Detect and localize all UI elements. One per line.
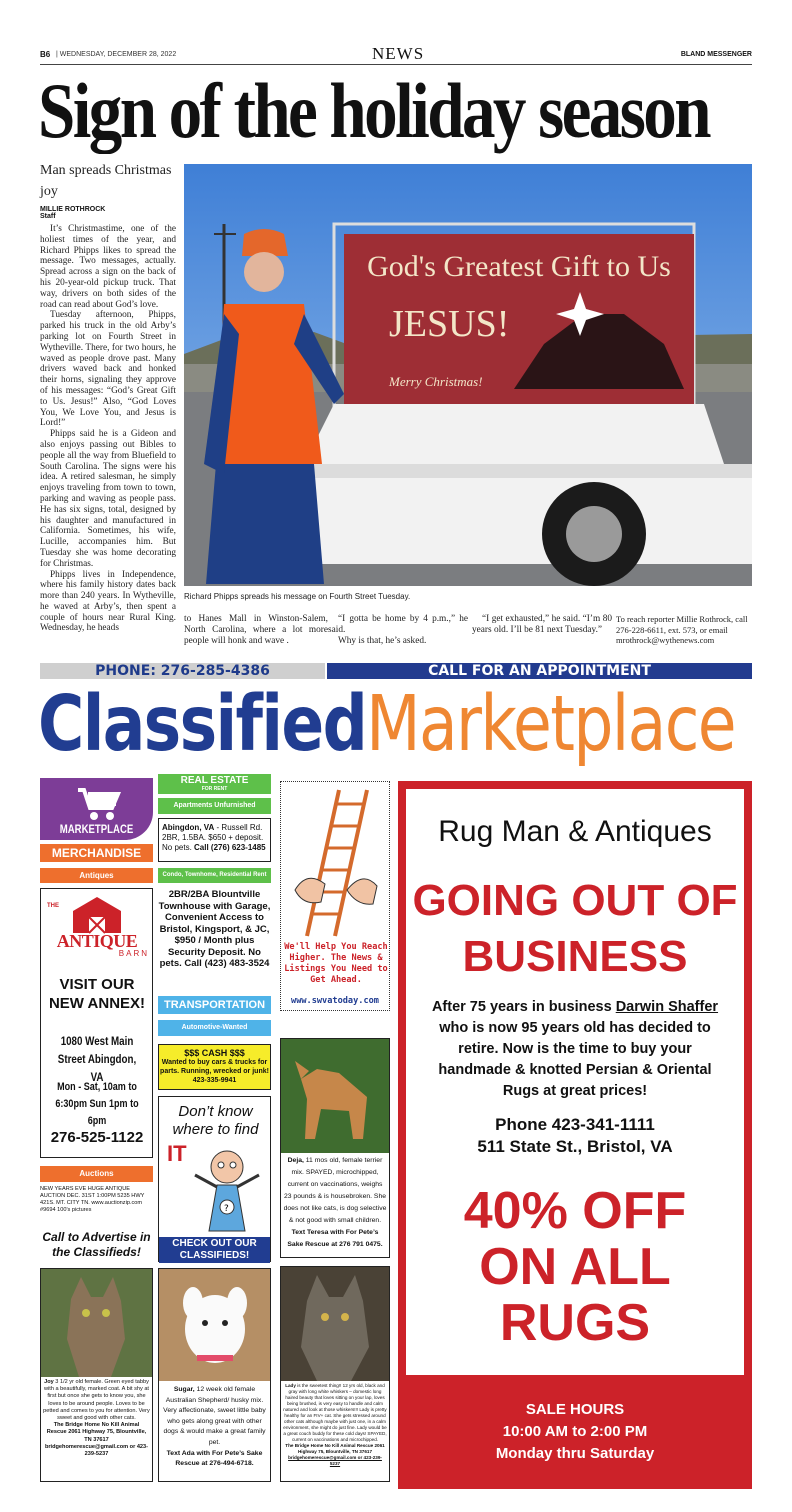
paper-name: BLAND MESSENGER	[680, 51, 752, 58]
cash-for-cars-ad	[158, 1044, 271, 1090]
pet-contact: Text Teresa with For Pete’s Sake Rescue at 276 791 0475.	[287, 1229, 383, 1248]
merchandise-header: MERCHANDISE	[40, 844, 153, 862]
appointment-bar: CALL FOR AN APPOINTMENT	[327, 663, 752, 679]
real-estate-label: REAL ESTATE	[180, 775, 249, 786]
byline-role: Staff	[40, 213, 56, 220]
apartments-header: Apartments Unfurnished	[158, 798, 271, 814]
barn-hours: Mon - Sat, 10am to 6:30pm Sun 1pm to 6pm	[55, 1081, 139, 1127]
article-column-1	[40, 224, 176, 634]
pet-contact: Text Ada with For Pete’s Sake Rescue at 276-494-6718.	[166, 1449, 263, 1468]
classified-marketplace-title	[38, 680, 736, 769]
rug-man-ad	[398, 781, 752, 1489]
barn-sub: BARN	[118, 949, 149, 958]
dog-photo	[281, 1039, 389, 1153]
subhead: Man spreads Christmas joy	[40, 163, 172, 199]
cart-icon	[40, 778, 153, 826]
barn-icon	[69, 895, 125, 935]
auction-text: NEW YEARS EVE HUGE ANTIQUE AUCTION DEC. 31ST 1:00PM 5235 HWY 421S. MT. CITY TN. www.auctionzip.com #9694 100's pictures	[40, 1186, 145, 1213]
lady-pet-ad	[280, 1266, 390, 1482]
abingdon-listing	[158, 818, 271, 862]
rug-body-intro: After 75 years in business	[431, 999, 612, 1015]
article-photo	[184, 164, 752, 586]
barn-phone: 276-525-1122	[50, 1129, 144, 1146]
real-estate-header	[158, 774, 271, 794]
blountville-listing: 2BR/2BA Blountville Townhouse with Garage, Convenient Access to Bristol, Kingsport, & JC, $950 / Month plus Security Deposit. No pets. Call (423) 483-3524	[158, 889, 271, 969]
pet-description: 3 1/2 yr old female. Green eyed tabby with a beautifully, marked coat. A bit shy at first but once she gets to know you, she loves to be around people. Loves to be petted and comes to you for attention. Very sweet and good with other cats.	[43, 1379, 150, 1422]
header-rule	[40, 64, 752, 65]
paragraph: Why is that, he’s asked.	[338, 635, 427, 646]
check-out-classifieds: CHECK OUT OUR CLASSIFIEDS!	[159, 1237, 270, 1263]
pet-description: is the sweetest thing!! 12 yrs old, black and gray with long white whiskers – domestic long haired beauty that loves sitting on your lap, loves being brushed, is very easy to handle and calm natured and look at those whiskers!!! Lady is pretty healthy for an FIV+ cat. She gets stressed around other cats although maybe with just one, in a calm environment, she might do just fine. Lady would be a great couch buddy for these cold days! SPAYED, current on vaccinations and microchipped.	[283, 1383, 387, 1442]
article-column-3	[328, 614, 468, 646]
cash-title: $$$ CASH $$$	[184, 1048, 245, 1058]
rescue-info: The Bridge Home No Kill Animal Rescue 2061 Highway 75, Blountville, TN 37617 bridgehomerescue@gmail.com or 423-239-5237	[44, 1422, 149, 1458]
reporter-contact: To reach reporter Millie Rothrock, call 276-228-6611, ext. 573, or email mrothrock@wythenews.com	[616, 614, 748, 645]
page-number: B6	[40, 50, 51, 59]
pet-description: 11 mos old, female terrier mix. SPAYED, microchipped, current on vaccinations, weighs 23 pounds & is housebroken. She does not like cats, is dog selective & not good with small children.	[283, 1157, 387, 1224]
check-classifieds-ad	[158, 1096, 271, 1262]
it-text: IT	[167, 1141, 187, 1166]
transportation-header: TRANSPORTATION	[158, 996, 271, 1014]
pet-name: Deja,	[287, 1157, 304, 1164]
sign-line-1: God's Greatest Gift to Us	[367, 250, 671, 283]
sugar-caption	[161, 1385, 268, 1470]
cat-photo	[281, 1267, 389, 1381]
paragraph: Phipps said he is a Gideon and also enjoys passing out Bibles to people all the way from Bluefield to South Carolina. The signs were his idea. A retired salesman, he simply enjoys traveling from town to town, parking and waving as people pass. He has six signs, total, designed by his daughter and manufactured in California. Sometimes, his wife, Lucille, accompanies him. But Tuesday she was home decorating for Christmas.	[40, 429, 176, 569]
pet-name: Lady	[285, 1383, 296, 1388]
byline: MILLIE ROTHROCK	[40, 206, 106, 213]
rescue-info: The Bridge Home No Kill Animal Rescue 2061 Highway 75, Blountville, TN 37617	[285, 1443, 385, 1454]
antiques-header: Antiques	[40, 868, 153, 883]
auctions-header: Auctions	[40, 1166, 153, 1182]
lady-caption	[283, 1383, 387, 1467]
marketplace-label: MARKETPLACE	[59, 822, 134, 836]
listing-call: Call (276) 623-1485	[194, 843, 266, 852]
sign-line-3: Merry Christmas!	[389, 374, 483, 389]
photo-illustration	[184, 164, 752, 586]
title-classified: Classified	[38, 680, 367, 769]
reach-higher-text: We'll Help You Reach Higher. The News & Listings You Need to Get Ahead.	[284, 942, 388, 985]
paragraph: “I get exhausted,” he said. “I’m 80 years old. I’ll be 81 next Tuesday.”	[472, 614, 612, 635]
for-rent-label: FOR RENT	[201, 786, 228, 792]
rug-sale-offer: 40% OFF ON ALL RUGS	[463, 1182, 687, 1352]
paragraph: It’s Christmastime, one of the holiest times of the year, and Richard Phipps likes to spread the message. Two messages, actually. Spread across a sign on the back of his 20-year-old pickup truck. That way, drivers on both sides of the road can read about God’s love.	[40, 224, 176, 310]
issue-date: | WEDNESDAY, DECEMBER 28, 2022	[56, 51, 177, 58]
paragraph: to Hanes Mall in Winston-Salem, North Carolina, where a lot more people will honk and wave .	[184, 614, 328, 646]
photo-caption: Richard Phipps spreads his message on Fourth Street Tuesday.	[184, 592, 411, 601]
sale-hours-time: 10:00 AM to 2:00 PM	[502, 1423, 648, 1440]
article-column-4	[472, 614, 612, 636]
rug-ad-panel	[406, 789, 744, 1375]
dog-photo	[159, 1269, 270, 1381]
barn-the: THE	[47, 903, 59, 909]
rescue-contact: bridgehomerescue@gmail.com or 423-239-5237	[288, 1455, 382, 1466]
deja-caption	[283, 1155, 387, 1251]
swva-link[interactable]: www.swvatoday.com	[291, 996, 379, 1006]
pet-name: Sugar,	[173, 1386, 195, 1393]
phone-bar: PHONE: 276-285-4386	[40, 663, 325, 679]
sale-hours-days: Monday thru Saturday	[495, 1445, 655, 1462]
confused-man-icon	[187, 1145, 267, 1235]
going-out-of-business: GOING OUT OF BUSINESS	[412, 876, 738, 981]
paragraph: Tuesday afternoon, Phipps, parked his truck in the old Arby’s parking lot on Fourth Street in Wytheville. There, for two hours, he waved as people drove past. Many drivers waved back and honked their horns, signaling they approve of his messages: “God’s Great Gift to Us. Jesus!” Also, “God Loves You, We Love You, and Jesus is Lord!”	[40, 310, 176, 429]
rug-body	[420, 997, 730, 1102]
article-column-2	[184, 614, 328, 646]
sugar-pet-ad	[158, 1268, 271, 1482]
cat-photo	[41, 1269, 152, 1377]
reach-higher-ad	[280, 781, 390, 1011]
paragraph: “I gotta be home by 4 p.m.,” he said.	[328, 614, 468, 635]
sale-hours-title: SALE HOURS	[525, 1401, 625, 1418]
pet-name: Joy	[44, 1379, 54, 1385]
ladder-icon	[287, 786, 383, 940]
title-marketplace: Marketplace	[366, 680, 736, 769]
barn-name: ANTIQUE	[56, 931, 138, 951]
joy-pet-ad	[40, 1268, 153, 1482]
paragraph: Phipps lives in Independence, where his family history dates back more than 240 years. In Wytheville, he waved at Arby’s, then spent a couple of hours near Rural King. Wednesday, he heads	[40, 569, 176, 634]
call-to-advertise: Call to Advertise in the Classifieds!	[42, 1230, 151, 1259]
rug-body-rest: who is now 95 years old has decided to retire. Now is the time to buy your handmade & knotted Persian & Oriental Rugs at great prices!	[438, 1020, 712, 1099]
section-name: NEWS	[372, 44, 425, 63]
svg-text:?: ?	[224, 1204, 229, 1214]
owner-name: Darwin Shaffer	[615, 999, 719, 1015]
rug-address: 511 State St., Bristol, VA	[477, 1137, 673, 1156]
barn-address: 1080 West Main Street Abingdon, VA	[57, 1036, 137, 1084]
rug-title: Rug Man & Antiques	[438, 815, 712, 848]
deja-pet-ad	[280, 1038, 390, 1258]
rug-phone: Phone 423-341-1111	[495, 1115, 655, 1134]
antique-barn-ad	[40, 888, 153, 1158]
pet-description: 12 week old female Australian Shepherd/ husky mix. Very affectionate, sweet little baby who gets along great with other dogs & would make a great family pet.	[163, 1386, 266, 1446]
joy-caption	[43, 1379, 150, 1458]
listing-title: Abingdon, VA	[162, 823, 215, 832]
auto-wanted-header: Automotive-Wanted	[158, 1020, 271, 1036]
sign-line-2: JESUS!	[389, 303, 510, 345]
headline: Sign of the holiday season	[38, 67, 709, 154]
listing-text: - Russell Rd. 2BR, 1.5BA. $650 + deposit. No pets.	[162, 823, 264, 852]
condo-header: Condo, Townhome, Residential Rent	[158, 868, 271, 883]
cash-text: Wanted to buy cars & trucks for parts. Running, wrecked or junk! 423-335-9941	[160, 1059, 269, 1084]
dont-know-text: Don’t know where to find	[172, 1103, 259, 1138]
visit-annex: VISIT OUR NEW ANNEX!	[48, 976, 146, 1012]
